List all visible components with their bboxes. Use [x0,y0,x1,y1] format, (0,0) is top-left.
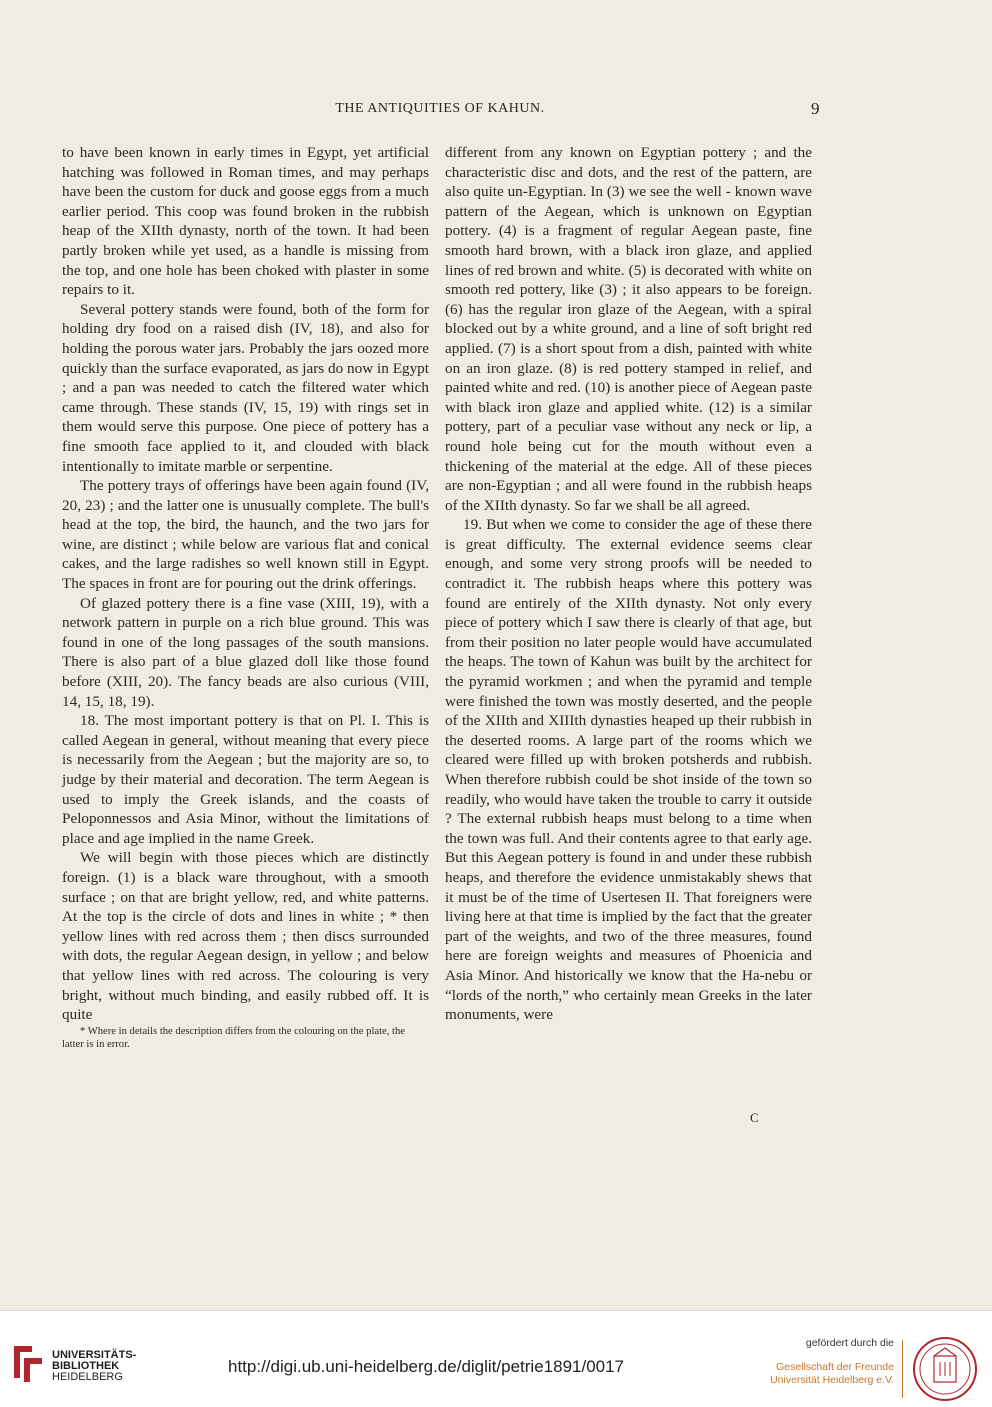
running-title: THE ANTIQUITIES OF KAHUN. [335,101,545,116]
paragraph: different from any known on Egyptian pottery ; and the characteristic disc and dots, and the rest of the pattern, are also quite un-Egyptian. In (3) we see the well - known wave pattern of the Aegean, which is unknown on Egyptian pottery. (4) is a fragment of regular Aegean paste, fine smooth hard brown, with a black iron glaze, and applied lines of red brown and white. (5) is decorated with white on smooth red pottery, like (3) ; it also appears to be foreign. (6) has the regular iron glaze of the Aegean, with a spiral blocked out by a white ground, and a line of soft bright red applied. (7) is a short spout from a dish, painted with white on an iron glaze. (8) is red pottery stamped in relief, and painted white and red. (10) is another piece of Aegean paste with black iron glaze and applied white. (12) is a similar pottery, part of a peculiar vase without any neck or lip, a round hole being cut for the mouth without even a thickening of the material at the edge. All of these pieces are non-Egyptian ; and all were found in the rubbish heaps of the XIIth dynasty. So far we shall be all agreed. [445,144,812,514]
library-line: UNIVERSITÄTS- [52,1349,137,1361]
sponsor-org-line: Universität Heidelberg e.V. [770,1374,894,1386]
library-logo-icon [10,1338,48,1384]
left-column [62,143,429,1051]
page-number: 9 [811,99,820,118]
signature-mark: C [750,1110,759,1125]
library-name [52,1350,136,1383]
sponsor-block [760,1337,900,1387]
sponsor-org [760,1361,900,1387]
paragraph: Several pottery stands were found, both of the form for holding dry food on a raised dish (IV, 18), and also for holding the porous water jars. Probably the jars oozed more quickly than the surface evaporated, as jars do now in Egypt ; and a pan was needed to catch the filtered water which came through. These stands (IV, 15, 19) with rings set in them would serve this purpose. One piece of pottery has a fine smooth face applied to it, and clouded with black intentionally to imitate marble or serpentine. [62,300,429,475]
paragraph: 18. The most important pottery is that on Pl. I. This is called Aegean in general, without meaning that every piece is necessarily from the Aegean ; but the majority are so, to judge by their material and decoration. The term Aegean is used to imply the Greek islands, and the coasts of Peloponnessos and Asia Minor, without the limitations of place and age implied in the name Greek. [62,712,429,847]
right-column [445,143,812,1025]
library-line: HEIDELBERG [52,1371,123,1383]
paragraph: to have been known in early times in Egypt, yet artificial hatching was followed in Roman times, and may perhaps have been the custom for duck and goose eggs from a much earlier period. This coop was found broken in the rubbish heap of the XIIth dynasty, north of the town. It had been partly broken while yet used, as a handle is missing from the top, and one hole has been choked with plaster in some repairs to it. [62,144,429,299]
library-line: BIBLIOTHEK [52,1360,120,1372]
paragraph: Of glazed pottery there is a fine vase (XIII, 19), with a network pattern in purple on a rich blue ground. This was found in one of the long passages of the south mansions. There is also part of a blue glazed doll like those found before (XIII, 20). The fancy beads are also curious (VIII, 14, 15, 18, 19). [62,594,429,710]
permalink-url[interactable]: http://digi.ub.uni-heidelberg.de/diglit/petrie1891/0017 [228,1357,625,1376]
sponsor-org-line: Gesellschaft der Freunde [776,1361,894,1373]
university-seal-icon [912,1336,978,1402]
footnote: * Where in details the description differs from the colouring on the plate, the latter is in error. [62,1025,405,1050]
sponsor-lead: gefördert durch die [805,1337,894,1349]
footer-divider [902,1340,903,1398]
paragraph: The pottery trays of offerings have been again found (IV, 20, 23) ; and the latter one is unusually complete. The bull's head at the top, the bird, the haunch, and the two jars for wine, are distinct ; while below are various flat and conical cakes, and the large radishes so well known still in Egypt. The spaces in front are for pouring out the drink offerings. [62,477,429,593]
paragraph: 19. But when we come to consider the age of these there is great difficulty. The external evidence seems clear enough, and some very strong proofs will be needed to contradict it. The rubbish heaps where this pottery was found are entirely of the XIIth dynasty. Not only every piece of pottery which I saw there is clearly of that age, but from their position no later people would have accumulated the heaps. The town of Kahun was built by the architect for the pyramid workmen ; and when the pyramid and temple were finished the town was mostly deserted, and the people of the XIIth and XIIIth dynasties heaped up their rubbish in the deserted rooms. A large part of the rooms which we cleared were filled up with broken potsherds and rubbish. When therefore rubbish could be shot inside of the town so readily, who would have taken the trouble to carry it outside ? The external rubbish heaps must belong to a time when the town was full. And their contents agree to that early age. But this Aegean pottery is found in and under these rubbish heaps, and therefore the evidence unmistakably shews that it must be of the time of Usertesen II. That foreigners were living here at that time is implied by the fact that the greater part of the weights, and two of the three measures, found here are foreign weights and measures of Phoenicia and Asia Minor. And historically we know that the Ha-nebu or “lords of the north,” who certainly mean Greeks in the later monuments, were [445,516,812,1024]
paragraph: We will begin with those pieces which are distinctly foreign. (1) is a black ware throughout, with a smooth surface ; on that are bright yellow, red, and white patterns. At the top is the circle of dots and lines in white ; * then yellow lines with red across them ; then discs surrounded with dots, the regular Aegean design, in yellow ; and below that yellow lines with red across. The colouring is very bright, without much binding, and easily rubbed off. It is quite [62,849,429,1024]
